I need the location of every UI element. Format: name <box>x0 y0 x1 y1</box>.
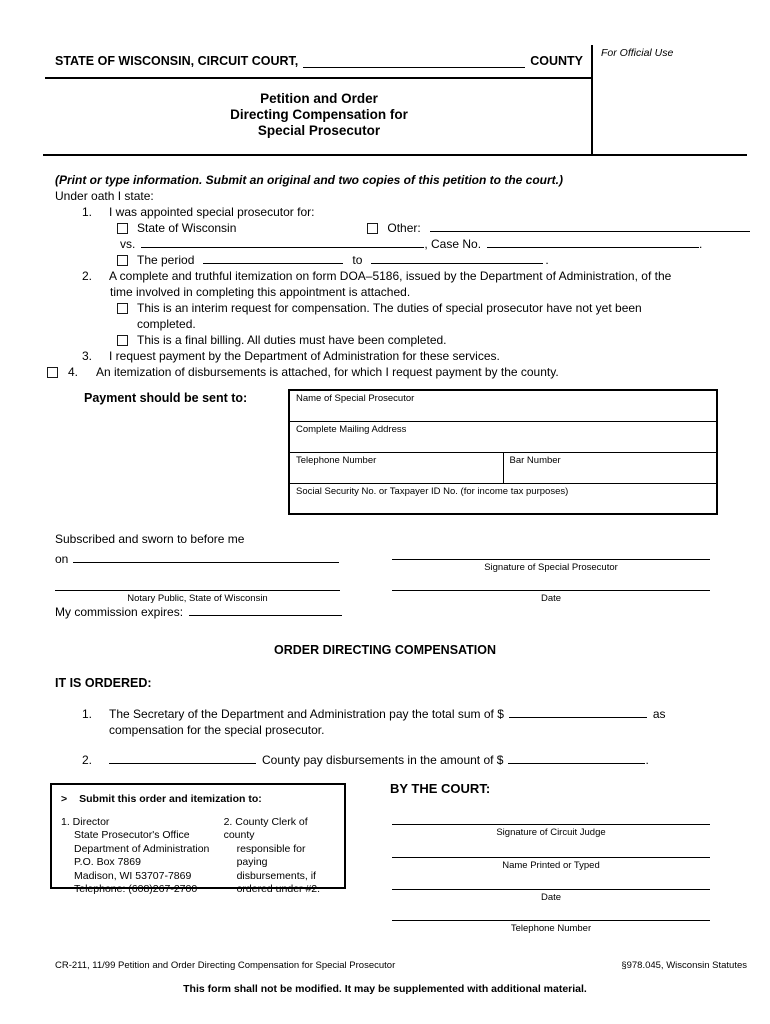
commission-label: My commission expires: <box>55 605 184 619</box>
disbursements-amount-blank[interactable] <box>508 752 645 764</box>
it-is-ordered-label: IT IS ORDERED: <box>55 676 152 690</box>
by-the-court-heading: BY THE COURT: <box>390 781 491 796</box>
item-1-choices <box>117 220 750 236</box>
item-3-number: 3. <box>82 349 93 363</box>
judge-name-label: Name Printed or Typed <box>502 860 600 871</box>
commission-blank[interactable] <box>189 604 342 616</box>
header-caption <box>55 54 583 68</box>
form-number: CR-211, 11/99 Petition and Order Directing Compensation for Special Prosecutor <box>55 960 396 971</box>
list-item: disbursements, if <box>236 869 316 882</box>
table-row <box>289 483 717 514</box>
petition-item-4 <box>47 364 750 380</box>
petition-item-2 <box>82 268 750 284</box>
table-row <box>289 452 717 483</box>
item-2-line2: time involved in completing this appointment is attached. <box>110 285 411 299</box>
list-item: ordered under #2. <box>236 883 321 895</box>
final-billing-row <box>117 332 750 348</box>
name-of-special-prosecutor-cell[interactable]: Name of Special Prosecutor <box>289 390 717 421</box>
mailing-address-cell[interactable]: Complete Mailing Address <box>289 421 717 452</box>
interim-request-row <box>117 300 750 316</box>
sworn-line1: Subscribed and sworn to before me <box>55 532 245 546</box>
item-1-text: I was appointed special prosecutor for: <box>109 205 315 219</box>
period-label: The period <box>137 253 195 267</box>
commission-row <box>55 604 747 619</box>
sworn-date-line[interactable] <box>392 590 710 604</box>
court-date-label: Date <box>540 892 562 903</box>
other-checkbox[interactable] <box>367 223 378 234</box>
petition-item-3 <box>82 348 750 364</box>
special-prosecutor-signature-line[interactable] <box>392 559 710 573</box>
case-no-blank[interactable] <box>487 236 699 248</box>
case-no-label: , Case No. <box>424 237 482 251</box>
sworn-date-label: Date <box>540 593 562 604</box>
court-telephone-line[interactable] <box>392 920 710 934</box>
order-item-1 <box>82 706 666 738</box>
item-4-text: An itemization of disbursements is attached, for which I request payment by the county. <box>96 365 559 379</box>
sworn-on-label: on <box>55 552 69 566</box>
notary-signature-line[interactable] <box>55 590 340 604</box>
footer-row <box>55 960 747 971</box>
arrow-icon: > <box>61 793 68 805</box>
header-court-suffix: COUNTY <box>530 54 583 68</box>
item-1-vs-row <box>120 236 750 252</box>
order-item-2 <box>82 752 649 767</box>
list-item: 1. Director <box>61 815 110 828</box>
footer-notice: This form shall not be modified. It may be supplemented with additional material. <box>183 983 587 995</box>
period-end: . <box>545 253 549 267</box>
header-divider-line <box>45 77 591 79</box>
final-billing-checkbox[interactable] <box>117 335 128 346</box>
bar-number-cell[interactable]: Bar Number <box>503 452 717 483</box>
vs-label: vs. <box>120 237 136 251</box>
item-3-text: I request payment by the Department of Administration for these services. <box>109 349 500 363</box>
state-of-wisconsin-label: State of Wisconsin <box>137 221 237 235</box>
period-checkbox[interactable] <box>117 255 128 266</box>
case-no-period: . <box>699 237 703 251</box>
interim-request-line2: completed. <box>137 317 196 331</box>
county-name-blank[interactable] <box>303 56 525 68</box>
petition-body <box>55 172 750 380</box>
circuit-judge-signature-line[interactable] <box>392 824 710 838</box>
form-title-line2: Directing Compensation for <box>230 107 408 122</box>
submit-box-columns <box>61 816 335 897</box>
period-to-label: to <box>352 253 363 267</box>
circuit-judge-signature-label: Signature of Circuit Judge <box>496 827 606 838</box>
order-heading: ORDER DIRECTING COMPENSATION <box>274 643 496 657</box>
vs-blank[interactable] <box>141 236 424 248</box>
oath-statement: Under oath I state: <box>55 189 154 203</box>
official-use-divider <box>591 45 593 156</box>
telephone-number-cell[interactable]: Telephone Number <box>289 452 503 483</box>
order-item-1-after: as <box>652 707 666 721</box>
order-item-1-line2: compensation for the special prosecutor. <box>109 723 325 737</box>
period-from-blank[interactable] <box>203 252 343 264</box>
order-item-1-number: 1. <box>82 707 93 721</box>
order-item-2-number: 2. <box>82 753 93 767</box>
list-item: Telephone: (608)267-2700 <box>74 883 198 895</box>
statute-reference: §978.045, Wisconsin Statutes <box>621 960 747 971</box>
judge-name-line[interactable] <box>392 857 710 871</box>
table-row <box>289 421 717 452</box>
item-2-number: 2. <box>82 269 93 283</box>
table-row <box>289 390 717 421</box>
item-4-checkbox[interactable] <box>47 367 58 378</box>
submit-instructions-box <box>50 783 346 895</box>
final-billing-label: This is a final billing. All duties must have been completed. <box>137 333 447 347</box>
special-prosecutor-signature-label: Signature of Special Prosecutor <box>484 562 618 573</box>
submit-box-heading: Submit this order and itemization to: <box>79 793 262 805</box>
payment-table <box>288 389 718 515</box>
form-title-line1: Petition and Order <box>260 91 378 106</box>
list-item: P.O. Box 7869 <box>74 856 141 868</box>
header-bottom-line <box>43 154 747 156</box>
other-blank[interactable] <box>430 220 750 232</box>
petition-item-1 <box>82 204 750 220</box>
submit-box-col2 <box>224 816 335 897</box>
order-item-1-before: The Secretary of the Department and Administration pay the total sum of $ <box>109 707 504 721</box>
print-instruction: (Print or type information. Submit an original and two copies of this petition to the court.) <box>55 173 563 187</box>
item-1-period-row <box>117 252 750 268</box>
header-court-prefix: STATE OF WISCONSIN, CIRCUIT COURT, <box>55 54 299 68</box>
total-sum-blank[interactable] <box>509 706 647 718</box>
sworn-date-blank[interactable] <box>73 551 339 563</box>
court-telephone-label: Telephone Number <box>510 923 592 934</box>
order-item-2-middle: County pay disbursements in the amount of $ <box>262 753 504 767</box>
county-blank[interactable] <box>109 752 256 764</box>
period-to-blank[interactable] <box>371 252 543 264</box>
list-item: Department of Administration <box>74 842 210 855</box>
notary-label: Notary Public, State of Wisconsin <box>127 593 268 604</box>
form-title-line3: Special Prosecutor <box>257 123 381 138</box>
interim-request-line1: This is an interim request for compensation. The duties of special prosecutor have not yet been <box>137 301 642 315</box>
order-item-2-end: . <box>645 753 649 767</box>
other-label: Other: <box>387 221 421 235</box>
interim-request-checkbox[interactable] <box>117 303 128 314</box>
list-item: State Prosecutor's Office <box>74 829 190 841</box>
official-use-label: For Official Use <box>601 47 674 59</box>
list-item: responsible for paying <box>236 842 306 868</box>
payment-label: Payment should be sent to: <box>84 391 248 405</box>
state-of-wisconsin-checkbox[interactable] <box>117 223 128 234</box>
submit-box-heading-row <box>61 793 335 807</box>
list-item: 2. County Clerk of county <box>223 815 308 841</box>
list-item: Madison, WI 53707-7869 <box>74 869 192 882</box>
item-1-number: 1. <box>82 205 93 219</box>
item-4-number: 4. <box>68 365 79 379</box>
order-item-1-line1 <box>82 706 666 722</box>
court-date-line[interactable] <box>392 889 710 903</box>
item-2-line1: A complete and truthful itemization on form DOA–5186, issued by the Department of Administration, of the <box>109 269 672 283</box>
form-title <box>55 91 583 139</box>
ssn-cell[interactable]: Social Security No. or Taxpayer ID No. (for income tax purposes) <box>289 483 717 514</box>
submit-box-col1 <box>61 816 224 897</box>
sworn-section <box>55 532 747 619</box>
